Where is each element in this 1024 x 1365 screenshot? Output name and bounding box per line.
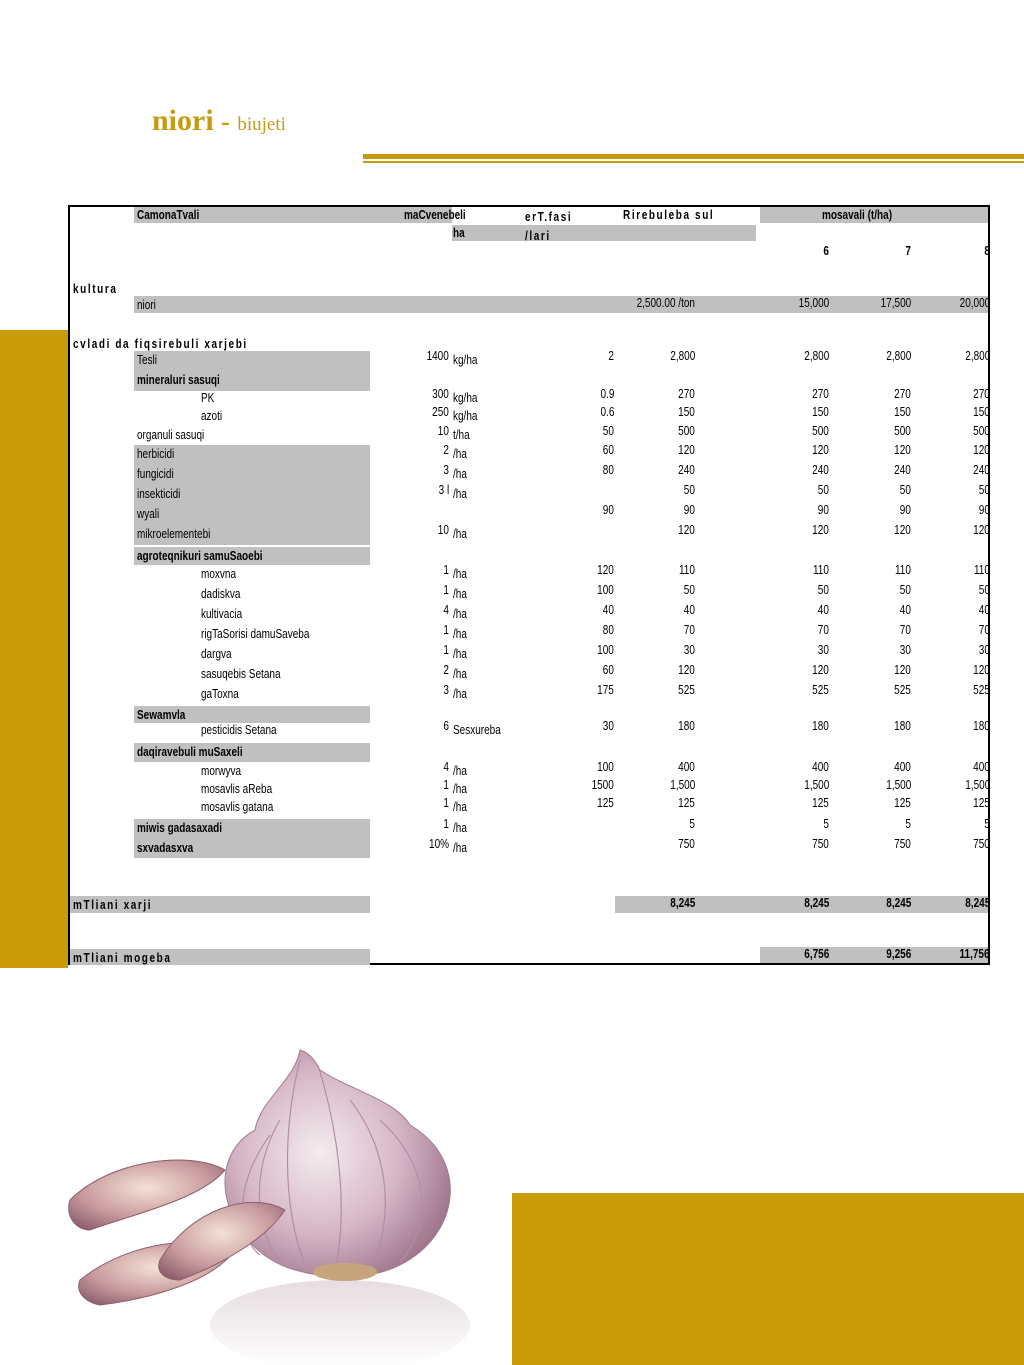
row-yield-value-0: 110 xyxy=(813,563,829,577)
row-yield-value-0: 30 xyxy=(817,643,829,657)
budget-table xyxy=(68,205,990,965)
row-band-0 xyxy=(134,351,370,371)
row-label: miwis gadasaxadi xyxy=(137,821,223,835)
row-yield-value-2: 120 xyxy=(973,523,990,537)
row-qty: 1 xyxy=(443,796,449,810)
row-yield-value-0: 50 xyxy=(817,483,829,497)
row-qty: 3 l xyxy=(438,483,449,497)
row-yield-value-1: 30 xyxy=(899,643,911,657)
row-label: morwyva xyxy=(201,764,242,778)
row-label: mikroelementebi xyxy=(137,527,211,541)
row-qty: 300 xyxy=(432,387,449,401)
row-total-cost: 30 xyxy=(683,643,695,657)
culture-yield-1: 17,500 xyxy=(880,296,911,310)
row-total-cost: 1,500 xyxy=(669,778,695,792)
row-unit: /ha xyxy=(453,841,467,855)
row-yield-value-0: 125 xyxy=(812,796,829,810)
row-yield-value-0: 120 xyxy=(812,663,829,677)
row-unit: /ha xyxy=(453,467,467,481)
row-total-cost: 400 xyxy=(678,760,695,774)
total-income-label: mTliani mogeba xyxy=(73,951,172,965)
row-yield-value-1: 1,500 xyxy=(885,778,911,792)
row-unit-price: 120 xyxy=(597,563,614,577)
row-yield-value-0: 750 xyxy=(812,837,829,851)
row-yield-value-0: 70 xyxy=(817,623,829,637)
row-label: dargva xyxy=(201,647,232,661)
culture-yield-0: 15,000 xyxy=(798,296,829,310)
row-total-cost: 90 xyxy=(683,503,695,517)
total-cost-yield-2: 8,245 xyxy=(964,896,990,910)
total-cost-label: mTliani xarji xyxy=(73,898,153,912)
row-yield-value-1: 240 xyxy=(894,463,911,477)
row-yield-value-2: 50 xyxy=(978,483,990,497)
row-yield-value-1: 180 xyxy=(894,719,911,733)
row-yield-value-0: 1,500 xyxy=(803,778,829,792)
row-yield-value-1: 50 xyxy=(899,583,911,597)
row-yield-value-0: 50 xyxy=(817,583,829,597)
total-cost-yield-1: 8,245 xyxy=(885,896,911,910)
section-variable-costs: cvladi da fiqsirebuli xarjebi xyxy=(73,337,248,351)
row-unit-price: 90 xyxy=(602,503,614,517)
row-yield-value-0: 120 xyxy=(812,443,829,457)
total-cost-yield-0: 8,245 xyxy=(803,896,829,910)
row-yield-value-2: 70 xyxy=(978,623,990,637)
garlic-image xyxy=(50,1040,520,1365)
row-yield-value-2: 180 xyxy=(973,719,990,733)
row-yield-value-1: 525 xyxy=(894,683,911,697)
row-unit: /ha xyxy=(453,447,467,461)
title-sub: biujeti xyxy=(237,114,286,135)
col-indicator-unit: ha xyxy=(453,226,465,240)
row-yield-value-0: 90 xyxy=(817,503,829,517)
row-qty: 1400 xyxy=(426,349,449,363)
row-label: PK xyxy=(201,391,215,405)
row-yield-value-2: 400 xyxy=(973,760,990,774)
row-unit: kg/ha xyxy=(453,409,478,423)
row-unit-price: 30 xyxy=(602,719,614,733)
row-label: fungicidi xyxy=(137,467,174,481)
row-unit-price: 2 xyxy=(608,349,614,363)
row-qty: 2 xyxy=(443,443,449,457)
row-total-cost: 120 xyxy=(678,523,695,537)
col-yield-header: mosavali (t/ha) xyxy=(822,208,893,222)
row-label: Sewamvla xyxy=(137,708,186,722)
col-item-header: CamonaTvali xyxy=(137,208,200,222)
row-yield-value-2: 120 xyxy=(973,663,990,677)
row-unit: Sesxureba xyxy=(453,723,501,737)
row-label: insekticidi xyxy=(137,487,181,501)
row-label: sasuqebis Setana xyxy=(201,667,281,681)
row-yield-value-0: 500 xyxy=(812,424,829,438)
row-unit-price: 1500 xyxy=(591,778,614,792)
row-yield-value-0: 40 xyxy=(817,603,829,617)
row-qty: 1 xyxy=(443,817,449,831)
row-yield-value-0: 525 xyxy=(812,683,829,697)
col-indicator-header: maCvenebeli xyxy=(404,208,466,222)
total-income-value-2: 11,756 xyxy=(959,947,990,961)
yield-col-1: 7 xyxy=(905,244,911,258)
row-qty: 1 xyxy=(443,563,449,577)
row-label: rigTaSorisi damuSaveba xyxy=(201,627,310,641)
culture-name: niori xyxy=(137,298,156,312)
row-yield-value-2: 525 xyxy=(973,683,990,697)
col-price-header-2: /lari xyxy=(525,229,551,243)
row-total-cost: 150 xyxy=(678,405,695,419)
row-unit: /ha xyxy=(453,687,467,701)
row-yield-value-1: 2,800 xyxy=(885,349,911,363)
row-yield-value-0: 150 xyxy=(812,405,829,419)
row-label: kultivacia xyxy=(201,607,243,621)
row-qty: 4 xyxy=(443,603,449,617)
row-unit: /ha xyxy=(453,627,467,641)
col-cost-header: Rirebuleba sul xyxy=(623,208,715,222)
row-unit-price: 60 xyxy=(602,663,614,677)
row-yield-value-0: 270 xyxy=(812,387,829,401)
culture-band xyxy=(134,296,988,313)
row-unit-price: 125 xyxy=(597,796,614,810)
row-label: moxvna xyxy=(201,567,237,581)
row-total-cost: 5 xyxy=(689,817,695,831)
row-yield-value-1: 40 xyxy=(899,603,911,617)
row-qty: 1 xyxy=(443,623,449,637)
header-rule-thin xyxy=(363,161,1024,163)
row-yield-value-0: 240 xyxy=(812,463,829,477)
row-yield-value-2: 125 xyxy=(973,796,990,810)
row-unit: /ha xyxy=(453,800,467,814)
row-unit: /ha xyxy=(453,667,467,681)
row-yield-value-0: 5 xyxy=(823,817,829,831)
row-total-cost: 525 xyxy=(678,683,695,697)
row-unit: /ha xyxy=(453,821,467,835)
row-label: Tesli xyxy=(137,353,158,367)
row-unit: /ha xyxy=(453,782,467,796)
row-label: wyali xyxy=(137,507,160,521)
row-unit: kg/ha xyxy=(453,391,478,405)
row-unit: /ha xyxy=(453,487,467,501)
row-yield-value-1: 50 xyxy=(899,483,911,497)
row-yield-value-1: 750 xyxy=(894,837,911,851)
row-yield-value-2: 50 xyxy=(978,583,990,597)
row-total-cost: 50 xyxy=(683,483,695,497)
row-qty: 10 xyxy=(437,523,449,537)
row-yield-value-2: 110 xyxy=(974,563,990,577)
title-separator: - xyxy=(221,107,230,136)
row-unit: /ha xyxy=(453,764,467,778)
row-qty: 10% xyxy=(428,837,449,851)
culture-price: 2,500.00 /ton xyxy=(636,296,695,310)
total-cost-value: 8,245 xyxy=(669,896,695,910)
yield-col-0: 6 xyxy=(823,244,829,258)
row-qty: 1 xyxy=(443,643,449,657)
row-qty: 4 xyxy=(443,760,449,774)
row-yield-value-1: 120 xyxy=(894,443,911,457)
row-yield-value-1: 90 xyxy=(899,503,911,517)
row-unit: /ha xyxy=(453,587,467,601)
row-yield-value-1: 400 xyxy=(894,760,911,774)
row-unit-price: 100 xyxy=(597,583,614,597)
row-band-8 xyxy=(134,505,370,525)
col-price-header: erT.fasi xyxy=(525,210,573,224)
row-unit-price: 0.9 xyxy=(600,387,614,401)
row-label: mineraluri sasuqi xyxy=(137,373,220,387)
row-label: sxvadasxva xyxy=(137,841,194,855)
row-qty: 1 xyxy=(443,583,449,597)
row-yield-value-1: 5 xyxy=(905,817,911,831)
culture-yield-2: 20,000 xyxy=(959,296,990,310)
row-total-cost: 270 xyxy=(678,387,695,401)
row-total-cost: 2,800 xyxy=(669,349,695,363)
row-unit: kg/ha xyxy=(453,353,478,367)
total-income-value-0: 6,756 xyxy=(803,947,829,961)
row-yield-value-1: 125 xyxy=(894,796,911,810)
row-yield-value-2: 40 xyxy=(978,603,990,617)
title-main: niori xyxy=(152,104,214,137)
row-label: daqiravebuli muSaxeli xyxy=(137,745,243,759)
row-yield-value-1: 110 xyxy=(895,563,911,577)
corner-accent-block xyxy=(512,1193,1024,1365)
header-rule xyxy=(363,154,1024,159)
header-band-2 xyxy=(452,225,756,241)
row-total-cost: 240 xyxy=(678,463,695,477)
row-unit-price: 60 xyxy=(602,443,614,457)
row-total-cost: 750 xyxy=(678,837,695,851)
row-yield-value-1: 70 xyxy=(899,623,911,637)
row-unit-price: 80 xyxy=(602,463,614,477)
row-label: gaToxna xyxy=(201,687,239,701)
row-qty: 10 xyxy=(437,424,449,438)
row-yield-value-2: 240 xyxy=(973,463,990,477)
row-qty: 3 xyxy=(443,463,449,477)
row-unit: t/ha xyxy=(453,428,470,442)
row-total-cost: 40 xyxy=(683,603,695,617)
row-yield-value-0: 2,800 xyxy=(803,349,829,363)
row-total-cost: 125 xyxy=(678,796,695,810)
row-yield-value-2: 90 xyxy=(978,503,990,517)
row-yield-value-2: 120 xyxy=(973,443,990,457)
row-qty: 2 xyxy=(443,663,449,677)
row-label: herbicidi xyxy=(137,447,175,461)
row-yield-value-2: 750 xyxy=(973,837,990,851)
row-qty: 250 xyxy=(432,405,449,419)
row-label: mosavlis gatana xyxy=(201,800,274,814)
row-yield-value-0: 120 xyxy=(812,523,829,537)
row-total-cost: 120 xyxy=(678,663,695,677)
row-qty: 1 xyxy=(443,778,449,792)
row-unit-price: 40 xyxy=(602,603,614,617)
row-unit: /ha xyxy=(453,607,467,621)
row-unit: /ha xyxy=(453,567,467,581)
row-total-cost: 50 xyxy=(683,583,695,597)
total-income-value-1: 9,256 xyxy=(885,947,911,961)
row-yield-value-2: 150 xyxy=(973,405,990,419)
row-unit-price: 50 xyxy=(602,424,614,438)
row-unit-price: 0.6 xyxy=(600,405,614,419)
row-qty: 6 xyxy=(443,719,449,733)
row-label: mosavlis aReba xyxy=(201,782,273,796)
row-label: pesticidis Setana xyxy=(201,723,277,737)
row-yield-value-1: 500 xyxy=(894,424,911,438)
row-yield-value-1: 150 xyxy=(894,405,911,419)
row-unit: /ha xyxy=(453,647,467,661)
row-total-cost: 70 xyxy=(683,623,695,637)
row-yield-value-2: 500 xyxy=(973,424,990,438)
yield-col-2: 8 xyxy=(984,244,990,258)
left-accent-bar xyxy=(0,330,68,968)
row-label: azoti xyxy=(201,409,223,423)
row-unit-price: 100 xyxy=(597,643,614,657)
row-unit-price: 80 xyxy=(602,623,614,637)
row-yield-value-2: 5 xyxy=(984,817,990,831)
row-label: agroteqnikuri samuSaoebi xyxy=(137,549,263,563)
row-total-cost: 120 xyxy=(678,443,695,457)
row-yield-value-0: 400 xyxy=(812,760,829,774)
row-label: dadiskva xyxy=(201,587,241,601)
row-yield-value-1: 270 xyxy=(894,387,911,401)
row-yield-value-2: 30 xyxy=(978,643,990,657)
row-yield-value-1: 120 xyxy=(894,663,911,677)
row-yield-value-1: 120 xyxy=(894,523,911,537)
row-yield-value-0: 180 xyxy=(812,719,829,733)
row-unit-price: 100 xyxy=(597,760,614,774)
row-label: organuli sasuqi xyxy=(137,428,205,442)
row-unit: /ha xyxy=(453,527,467,541)
row-total-cost: 110 xyxy=(679,563,695,577)
row-yield-value-2: 2,800 xyxy=(964,349,990,363)
section-culture: kultura xyxy=(73,282,118,296)
row-unit-price: 175 xyxy=(597,683,614,697)
page-title xyxy=(152,104,286,138)
row-qty: 3 xyxy=(443,683,449,697)
total-income-values-band xyxy=(760,947,988,963)
row-total-cost: 500 xyxy=(678,424,695,438)
row-yield-value-2: 1,500 xyxy=(964,778,990,792)
row-yield-value-2: 270 xyxy=(973,387,990,401)
row-total-cost: 180 xyxy=(678,719,695,733)
